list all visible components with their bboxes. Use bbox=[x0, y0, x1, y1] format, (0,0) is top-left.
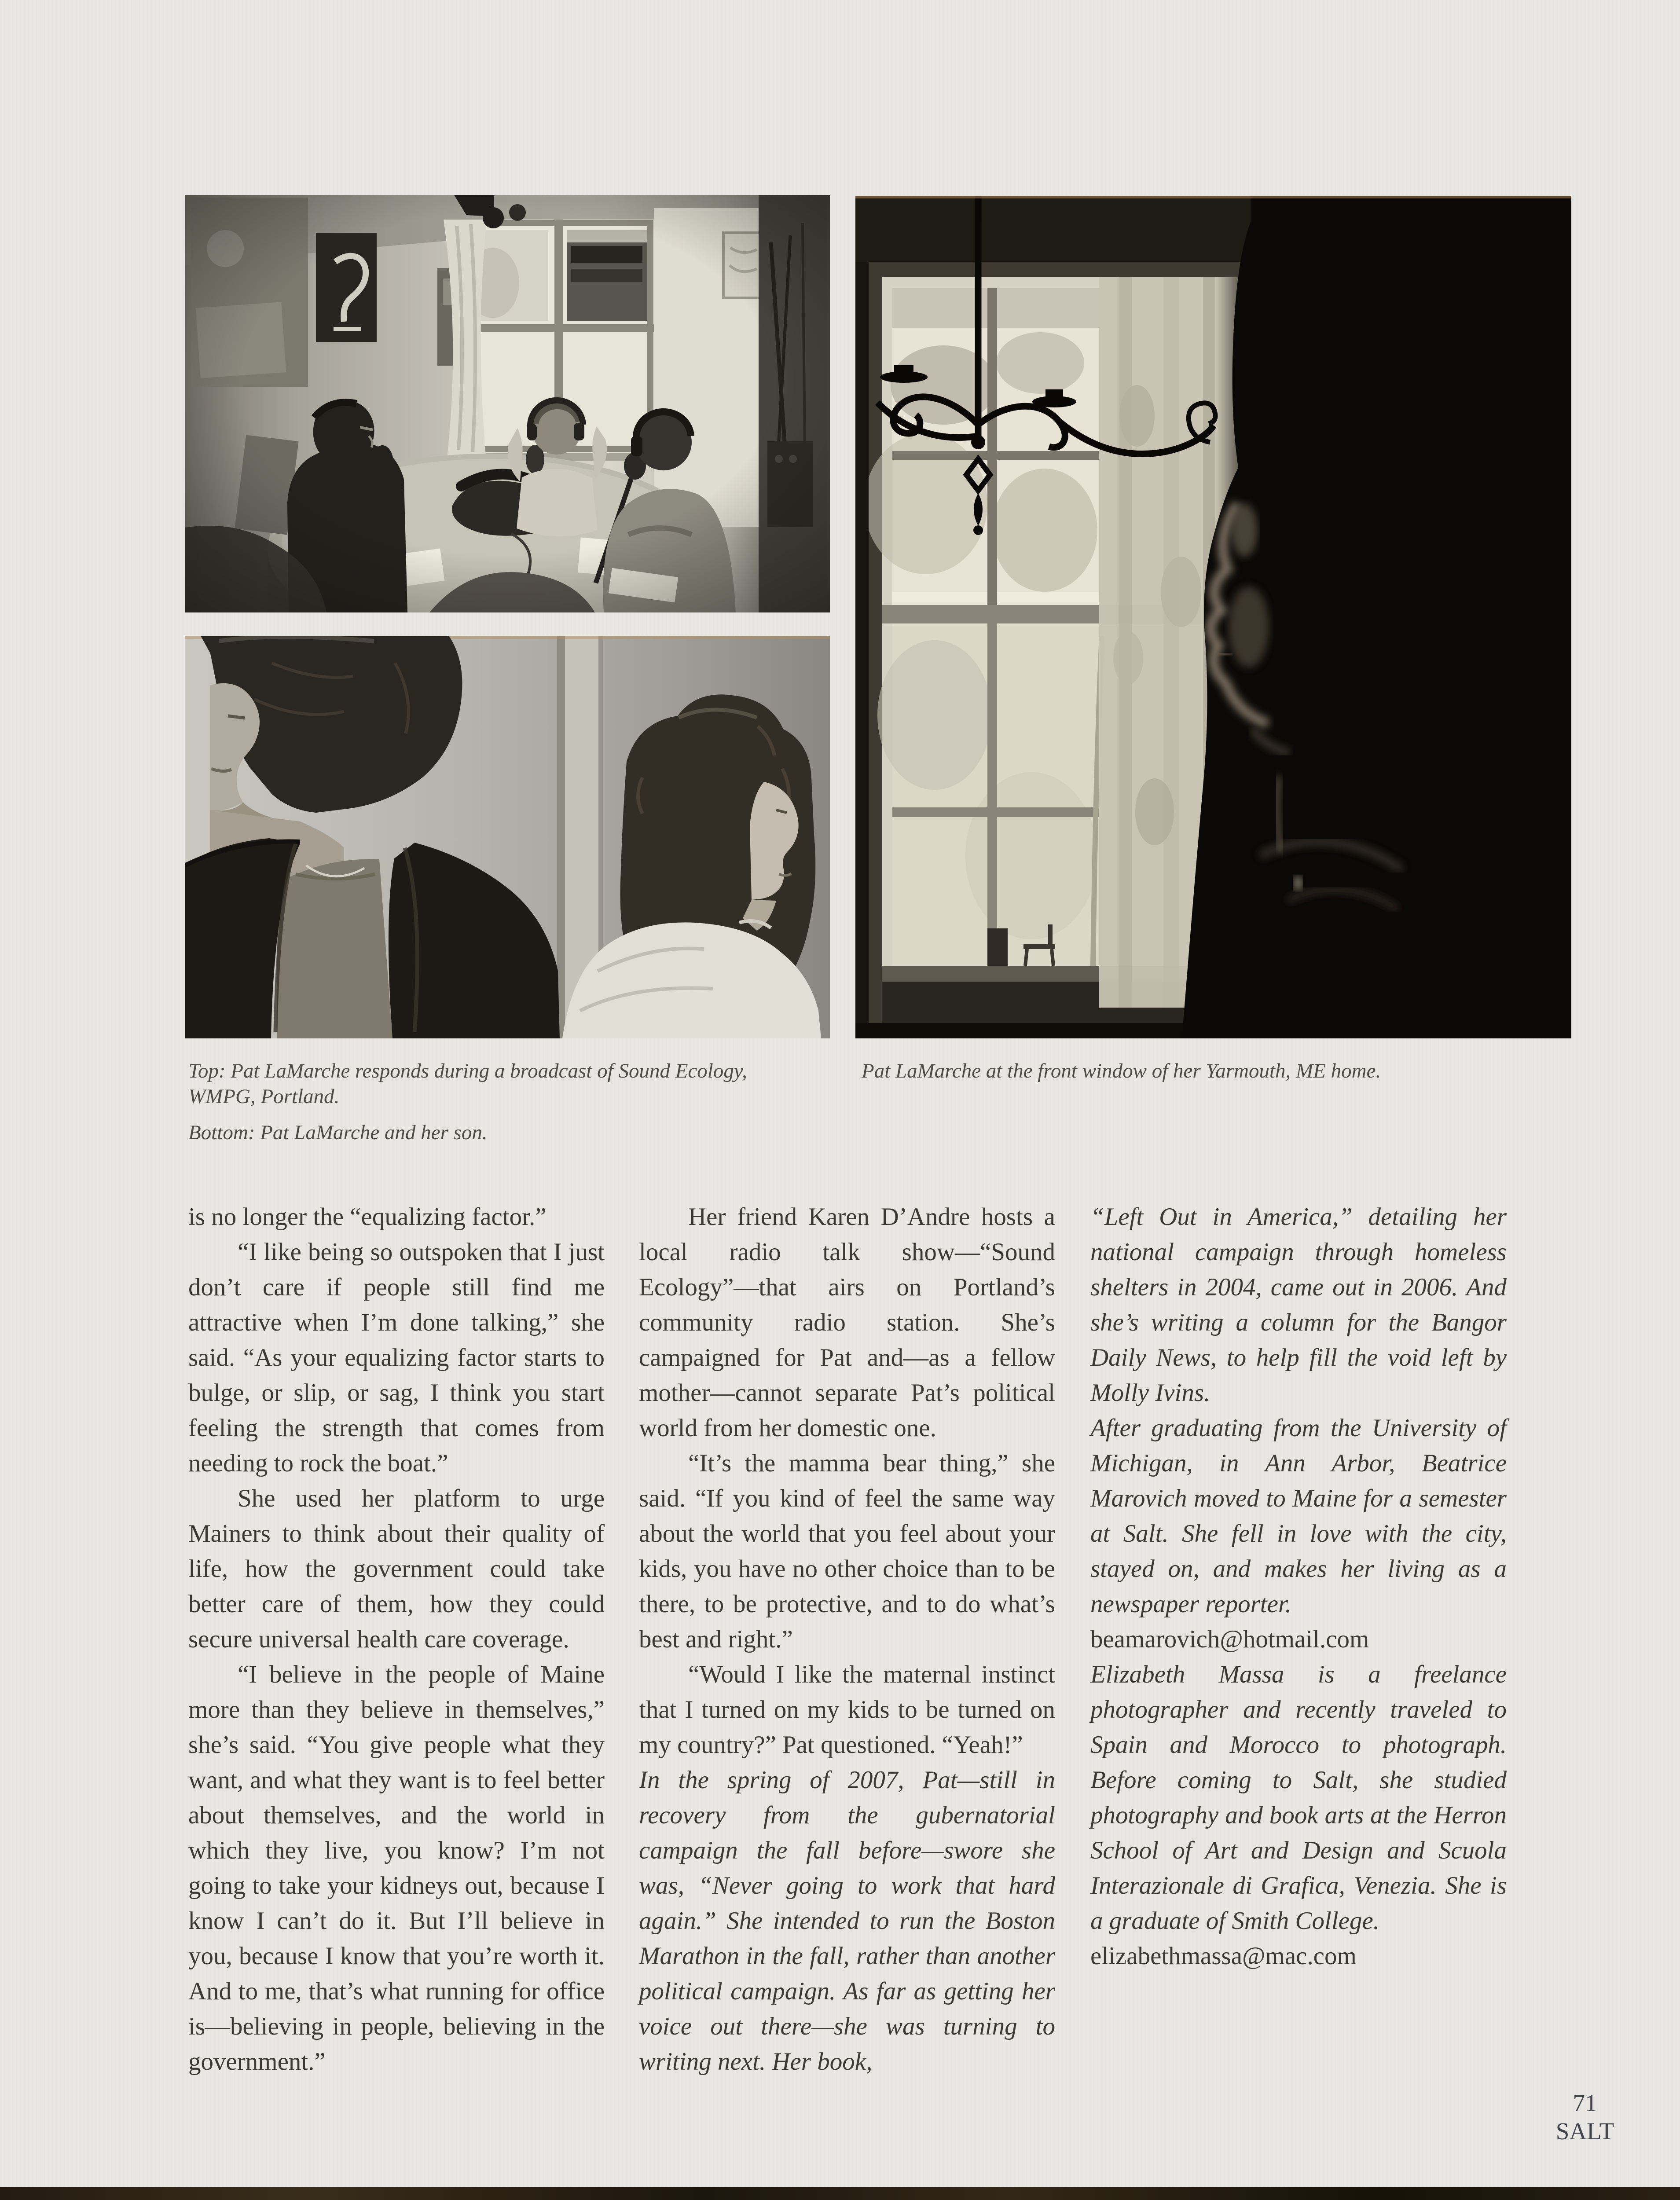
page-number: 71 bbox=[1573, 2090, 1597, 2116]
photo-pat-and-son-image bbox=[185, 636, 830, 1038]
scan-edge-strip bbox=[0, 2187, 1680, 2200]
text-column-2 bbox=[639, 1199, 1055, 2079]
photo-pat-and-son bbox=[185, 636, 830, 1038]
body-paragraph: Her friend Karen D’Andre hosts a local radio talk show—“Sound Ecology”—that airs on Portland’s community radio station. She’s campaigned for Pat and—as a fellow mother—cannot separate Pat’s political world from her domestic one. bbox=[639, 1203, 1055, 1442]
caption-right-photo: Pat LaMarche at the front window of her Yarmouth, ME home. bbox=[862, 1060, 1381, 1082]
body-paragraph: “I like being so outspoken that I just don’t care if people still find me attractive when I’m done talking,” she said. “As your equalizing factor starts to bulge, or slip, or sag, I think you start feeling the strength that comes from needing to rock the boat.” bbox=[188, 1238, 605, 1477]
caption-line: Top: Pat LaMarche responds during a broadcast of Sound Ecology, bbox=[188, 1060, 747, 1082]
photo-radio-broadcast-image bbox=[185, 195, 830, 612]
text-column-3 bbox=[1090, 1199, 1507, 1974]
editorial-note-paragraph: “Left Out in America,” detailing her national campaign through homeless shelters in 2004, came out in 2006. And she’s writing a column for the Bangor Daily News, to help fill the void left by Molly Ivins. bbox=[1090, 1203, 1507, 1407]
body-paragraph: She used her platform to urge Mainers to think about their quality of life, how the government could take better care of them, how they could secure universal health care coverage. bbox=[188, 1485, 605, 1653]
photo-pat-at-window-image bbox=[855, 196, 1571, 1038]
contributor-email: elizabethmassa@mac.com bbox=[1090, 1942, 1357, 1970]
photo-radio-broadcast bbox=[185, 195, 830, 612]
editorial-note-paragraph: In the spring of 2007, Pat—still in recovery from the gubernatorial campaign the fall before—swore she was, “Never going to work that hard again.” She intended to run the Boston Marathon in the fall, rather than another political campaign. As far as getting her voice out there—she was turning to writing next. Her book, bbox=[639, 1766, 1055, 2075]
body-paragraph: “It’s the mamma bear thing,” she said. “If you kind of feel the same way about the world that you feel about your kids, you have no other choice than to be there, to be protective, and to do what’s best and right.” bbox=[639, 1449, 1055, 1653]
photo-pat-at-window bbox=[855, 196, 1571, 1038]
text-column-1 bbox=[188, 1199, 605, 2079]
caption-line: WMPG, Portland. bbox=[188, 1085, 340, 1108]
body-paragraph: “I believe in the people of Maine more than they believe in themselves,” she’s said. “You give people what they want, and what they want is to feel better about themselves, and the world in which they live, you know? I’m not going to take your kidneys out, because I know I can’t do it. But I’ll believe in you, because I know that you’re worth it. And to me, that’s what running for office is—believing in people, believing in the government.” bbox=[188, 1661, 605, 2075]
body-paragraph: “Would I like the maternal instinct that I turned on my kids to be turned on my country?” Pat questioned. “Yeah!” bbox=[639, 1661, 1055, 1759]
contributor-bio: After graduating from the University of Michigan, in Ann Arbor, Beatrice Marovich moved to Maine for a semester at Salt. She fell in love with the city, stayed on, and makes her living as a newspaper reporter. bbox=[1090, 1414, 1507, 1618]
caption-left-photos bbox=[188, 1058, 848, 1145]
caption-line: Bottom: Pat LaMarche and her son. bbox=[188, 1121, 488, 1144]
contributor-email: beamarovich@hotmail.com bbox=[1090, 1625, 1369, 1653]
contributor-bio: Elizabeth Massa is a freelance photographer and recently traveled to Spain and Morocco to photograph. Before coming to Salt, she studied photography and book arts at the Herron School of Art and Design and Scuola Interazionale di Grafica, Venezia. She is a graduate of Smith College. bbox=[1090, 1661, 1507, 1935]
magazine-name: SALT bbox=[1555, 2118, 1614, 2145]
page-footer bbox=[1519, 2089, 1651, 2145]
body-paragraph: is no longer the “equalizing factor.” bbox=[188, 1203, 547, 1231]
